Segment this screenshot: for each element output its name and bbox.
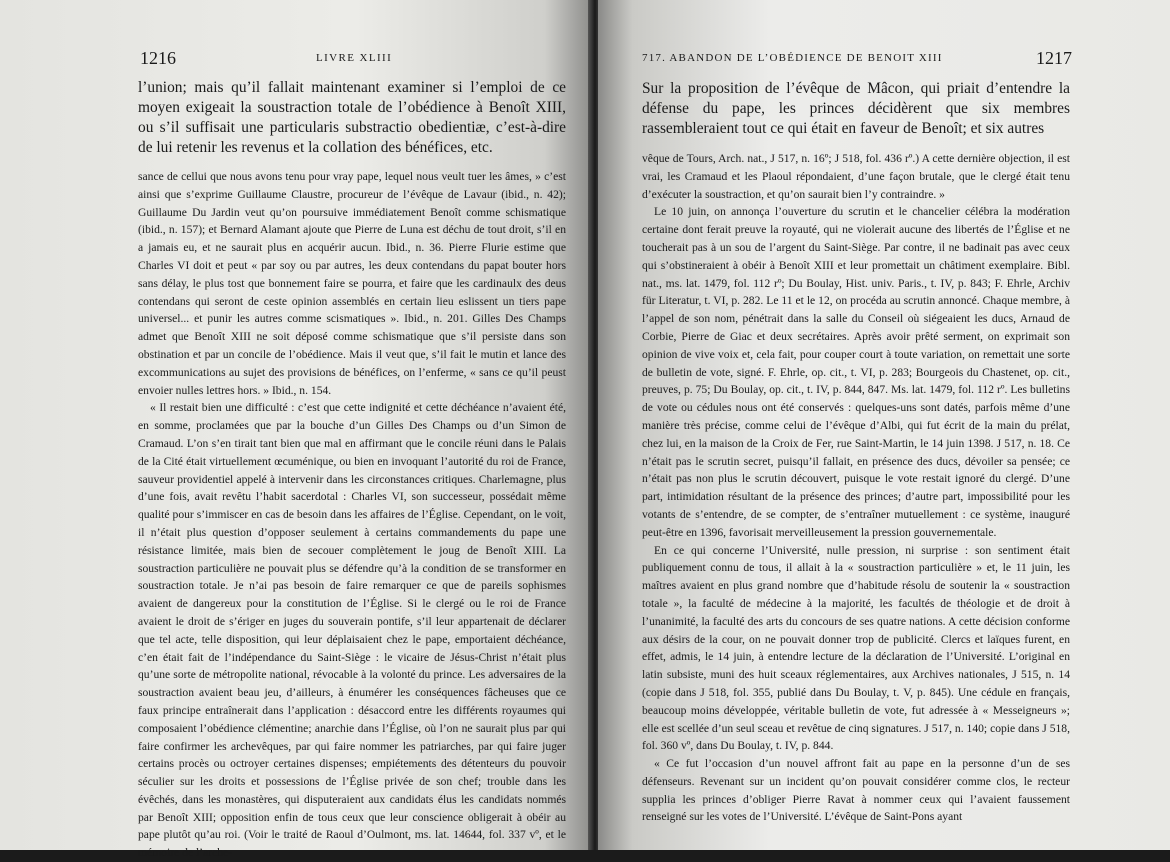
footnote-paragraph: Le 10 juin, on annonça l’ouverture du scrutin et le chancelier célébra la modération certaine dont ferait preuve la royauté, qui ne violerait aucune des libertés de l’Église et ne toucherait pas à un sou de l’argent du Saint-Siège. Par contre, il ne badinait pas avec ceux qui s’obstineraient à obéir à Benoît XIII et leur promettait un châtiment exemplaire. Bibl. nat., ms. lat. 1479, fol. 112 rº; Du Boulay, Hist. univ. Paris., t. IV, p. 843; F. Ehrle, Archiv für Literatur, t. VI, p. 282. Le 11 et le 12, on procéda au scrutin annoncé. Chaque membre, à l’appel de son nom, pénétrait dans la salle du Conseil où siégeaient les ducs, Arnaud de Corbie, Pierre de Giac et deux secrétaires. Après avoir prêté serment, on exprimait son opinion de vive voix et, cela fait, pour couper court à toute variation, on remettait une sorte de bulletin de vote, signé. F. Ehrle, op. cit., t. VI, p. 283; Bourgeois du Chastenet, op. cit., preuves, p. 75; Du Boulay, op. cit., t. IV, p. 844, 847. Ms. lat. 1479, fol. 112 rº. Les bulletins de vote ou cédules nous ont été conservés : quelques-uns sont datés, parfois même d’une manière très précise, comme celui de l’évêque d’Albi, qui fut écrit de la main du prélat, chez lui, en la maison de la Croix de Fer, rue Saint-Martin, le 14 juin 1398. J 517, n. 18. Ce n’était pas le scrutin secret, puisqu’il fallait, en présence des ducs, dévoiler sa pensée; ce n’était pas non plus le scrutin découvert, puisque le vote restait ignoré du clergé. D’une part, intimidation résultant de la présence des princes; d’autre part, impossibilité pour les votants de s’entendre, de se compter, de s’entraîner mutuellement : ce système, inauguré peut-être en 1396, favorisait merveilleusement la pression gouvernementale. [642, 205, 1070, 539]
right-page [598, 0, 1170, 850]
page-number: 1217 [1036, 48, 1072, 68]
footnote-paragraph: sance de cellui que nous avons tenu pour vray pape, lequel nous veult tuer les âmes, » c’est ainsi que s’exprime Guillaume Claustre, procureur de l’évêque de Lavaur (ibid., n. 42); Guillaume Du Jardin veut qu’on poursuive immédiatement Benoît comme schismatique (ibid., n. 157); et Bernard Alamant ajoute que Pierre de Luna est déchu de tout droit, s’il en a jamais eu, et ne saurait plus en acquérir aucun. Ibid., n. 36. Pierre Flurie estime que Charles VI doit et peut « par soy ou par autres, les deux contendans du papat bouter hors sans délay, le plus tost que bonnement faire se pourra, et faire que les cardinaulx des deus contendans qui seront de ceste opinion assemblés en certain lieu eslissent un tiers pape universel... et punir les autres comme scismatiques ». Ibid., n. 201. Gilles Des Champs admet que Benoît XIII ne soit déposé comme schismatique que s’il persiste dans son obstination et par un concile de l’obédience. Mais il veut que, s’il fait le mutin et lance des excommunications au sujet des provisions de bénéfices, on l’enferme, « sans ce qu’il peust envoier nulles lettres hors. » Ibid., n. 154. [138, 170, 566, 397]
footnote-paragraph: vêque de Tours, Arch. nat., J 517, n. 16º; J 518, fol. 436 rº.) A cette dernière objection, il est vrai, les Cramaud et les Plaoul répondaient, d’une façon brutale, que le clergé était tenu d’exécuter la soustraction, et qu’on saurait bien l’y contraindre. » [642, 152, 1070, 201]
footnotes [642, 150, 1070, 826]
main-text: Sur la proposition de l’évêque de Mâcon, qui priait d’entendre la défense du pape, les princes décidèrent que six membres rassembleraient tout ce qui était en faveur de Benoît; et six autres [642, 80, 1070, 137]
footnotes [138, 168, 566, 862]
footnote-paragraph: « Ce fut l’occasion d’un nouvel affront fait au pape en la personne d’un de ses défenseurs. Revenant sur un incident qu’on pouvait considérer comme clos, le recteur supplia les princes d’obliger Pierre Ravat à nommer ceux qui l’avaient faussement renseigné sur les votes de l’Université. L’évêque de Saint-Pons ayant [642, 757, 1070, 824]
page-number: 1216 [140, 48, 176, 68]
running-title: LIVRE XLIII [316, 52, 393, 64]
footnote-paragraph: « Il restait bien une difficulté : c’est que cette indignité et cette déchéance n’avaient été, en somme, proclamées que par la bouche d’un Gilles Des Champs ou d’un Simon de Cramaud. L’on s’en tirait tant bien que mal en affirmant que le concile réuni dans le Palais de la Cité était virtuellement œcuménique, ou bien en invoquant l’autorité du roi de France, sauveur providentiel appelé à intervenir dans les circonstances critiques. Charlemagne, plus d’une fois, avait revêtu l’habit sacerdotal : Charles VI, son successeur, possédait même qualité pour s’immiscer en cas de besoin dans les affaires de l’Église. Cependant, on le voit, il n’était plus question d’opposer seulement à certains commandements du pape une résistance limitée, mais bien de secouer complètement le joug de Benoît XIII. La soustraction particulière ne pouvait plus se défendre qu’à la condition de se transformer en soustraction totale. Je n’ai pas besoin de faire remarquer ce que de pareils sophismes avaient de dangereux pour la constitution de l’Église. Si le clergé ou le roi de France avaient le droit de s’ériger en juges du souverain pontife, s’il leur appartenait de déclarer que tel acte, telle disposition, qui leur déplaisaient chez le pape, emportaient déchéance, c’en était fait de l’indépendance du Saint-Siège : le vicaire de Jésus-Christ n’était plus qu’une sorte de métropolite national, révocable à la volonté du prince. Les adversaires de la soustraction avaient beau jeu, d’ailleurs, à énumérer les conséquences fâcheuses que ce faux principe entraînerait dans l’application : désaccord entre les différents royaumes qui composaient l’obédience clémentine; anarchie dans l’Église, où l’on ne saurait plus par qui faire confirmer les archevêques, par qui faire nommer les patriarches, par qui faire juger certains procès ou octroyer certaines dispenses; empiétements des détenteurs du pouvoir séculier sur les droits et possessions de l’Église privée de son chef; trouble dans les évêchés, dans les monastères, qui disputeraient aux candidats élus les candidats nommés par Benoît XIII; opposition enfin de tous ceux que leur conscience obligerait à obéir au pape plutôt qu’au roi. (Voir le traité de Raoul d’Oulmont, ms. lat. 14644, fol. 337 vº, et le mémoire de l’arche- [138, 401, 566, 860]
footnote-paragraph: En ce qui concerne l’Université, nulle pression, ni surprise : son sentiment était publiquement connu de tous, il allait à la « soustraction particulière » et, le 11 juin, les maîtres avaient en plus grand nombre que d’habitude résolu de soutenir la « soustraction totale », la faculté de médecine à la majorité, les facultés de théologie et de droit à l’unanimité, la faculté des arts du concours de ses quatre nations. A cette décision conforme aux désirs de la cour, on ne pouvait donner trop de publicité. Clercs et laïques furent, en effet, admis, le 14 juin, à entendre lecture de la déclaration de l’Université. L’original en latin subsiste, muni des huit sceaux réglementaires, aux Archives nationales, J 515, n. 14 (copie dans J 518, fol. 355, publié dans Du Boulay, t. V, p. 845). Une cédule en français, beaucoup moins développée, véritable bulletin de vote, fut adressée à « Messeigneurs »; elle est scellée d’un seul sceau et revêtue de cinq signatures. J 517, n. 140; copie dans J 518, fol. 360 vº, dans Du Boulay, t. IV, p. 844. [642, 543, 1070, 753]
main-text: l’union; mais qu’il fallait maintenant examiner si l’emploi de ce moyen exigeait la soustraction totale de l’obédience à Benoît XIII, ou s’il suffisait une particularis substractio obedientiæ, c’est-à-dire de lui retenir les revenus et la collation des bénéfices, etc. [138, 79, 566, 156]
running-title: 717. ABANDON DE L’OBÉDIENCE DE BENOIT XIII [642, 52, 943, 64]
